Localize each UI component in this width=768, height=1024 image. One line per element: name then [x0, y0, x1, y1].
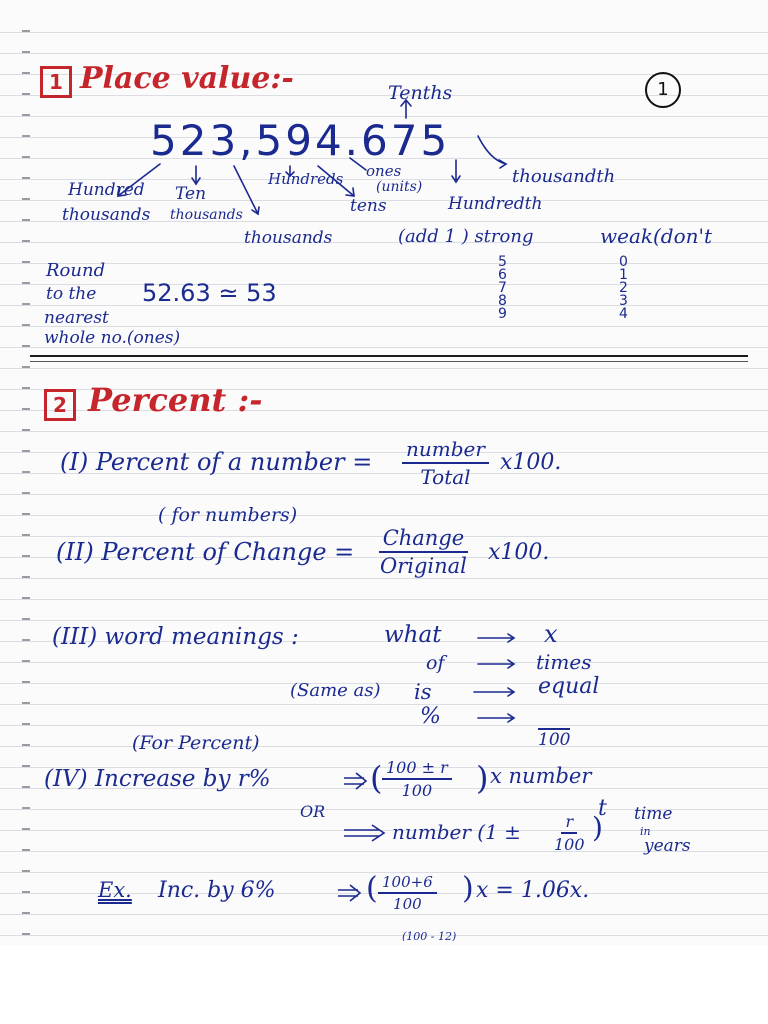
- arrowhead: [452, 176, 460, 182]
- strong-digit: 5: [498, 254, 507, 270]
- item2-label: (II) Percent of Change =: [56, 538, 355, 566]
- cut-off-text: (100 - 12): [402, 931, 457, 941]
- arrow-is: [474, 688, 514, 696]
- or-label: OR: [300, 802, 326, 821]
- alt-fraction: [550, 812, 589, 854]
- same-as-note: (Same as): [290, 680, 381, 701]
- item1-fraction: [402, 437, 489, 489]
- arrowhead: [252, 207, 259, 214]
- round-text-1: Round: [46, 260, 106, 281]
- section1-number: 1: [40, 66, 72, 98]
- fraction-numerator: number: [402, 437, 489, 464]
- alt-close: ): [592, 811, 603, 844]
- weak-digit: 4: [619, 306, 628, 322]
- label-hundred: Hundred: [68, 180, 145, 200]
- item2-fraction: [376, 526, 471, 578]
- label-weak: weak(don't: [600, 224, 713, 248]
- bottom-blank-area: [0, 945, 768, 1024]
- example-paren-right: ): [462, 871, 474, 906]
- weak-digit: 2: [619, 280, 628, 296]
- for-numbers-note: ( for numbers): [158, 504, 298, 526]
- item3-label: (III) word meanings :: [52, 624, 299, 650]
- implies-arrow-2: [344, 825, 384, 841]
- arrowhead: [499, 160, 506, 168]
- section1-title: Place value:-: [80, 61, 294, 96]
- example-paren-left: (: [366, 871, 378, 906]
- fraction-denominator: 100: [393, 895, 422, 913]
- round-text-4: whole no.(ones): [44, 328, 181, 348]
- label-hundredth: Hundredth: [448, 194, 543, 214]
- margin-ticks: [22, 30, 30, 940]
- strong-digit: 7: [498, 280, 507, 296]
- section2-title: Percent :-: [88, 381, 263, 419]
- word-percent: %: [420, 704, 441, 729]
- paren-right: ): [476, 759, 489, 797]
- round-text-3: nearest: [44, 308, 109, 328]
- label-thousandth: thousandth: [512, 166, 616, 187]
- label-tens: tens: [350, 196, 387, 216]
- place-value-number: 523,594.675: [150, 116, 451, 165]
- label-ones: ones: [366, 162, 402, 180]
- meaning-x: x: [544, 620, 558, 648]
- strong-digit: 8: [498, 293, 507, 309]
- paren-left: (: [370, 759, 383, 797]
- arrow-what: [478, 634, 514, 642]
- fraction-numerator: 100+6: [378, 873, 437, 894]
- strong-digit: 9: [498, 306, 507, 322]
- fraction-denominator: 100: [554, 835, 585, 854]
- meaning-hundred: 100: [538, 730, 571, 750]
- arrow-of: [478, 660, 514, 668]
- example-label: Ex.: [98, 878, 132, 902]
- fraction-numerator: r: [561, 812, 577, 834]
- round-text-2: to the: [46, 284, 97, 304]
- arrowhead: [346, 188, 354, 196]
- round-example: 52.63 ≃ 53: [142, 279, 277, 307]
- label-thousands: thousands: [244, 228, 333, 248]
- weak-digit: 1: [619, 267, 628, 283]
- word-what: what: [384, 622, 442, 648]
- item4-tail: x number: [490, 764, 592, 788]
- fraction-denominator: Original: [380, 554, 467, 578]
- label-ten: Ten: [175, 184, 207, 204]
- fraction-numerator: 100 ± r: [382, 758, 452, 780]
- item4-label: (IV) Increase by r%: [44, 766, 271, 792]
- fraction-denominator: 100: [401, 781, 433, 800]
- label-hundred-thousands: thousands: [62, 205, 151, 225]
- meaning-equal: equal: [538, 674, 600, 699]
- item2-tail: x100.: [488, 540, 550, 565]
- section2-number: 2: [44, 389, 76, 421]
- example-tail: x = 1.06x.: [476, 878, 590, 903]
- word-of: of: [426, 652, 445, 674]
- implies-arrow-3: [338, 885, 360, 901]
- exponent-t: t: [598, 796, 607, 821]
- strong-digits: [498, 256, 507, 321]
- item4-fraction: [382, 758, 452, 800]
- example-fraction: [378, 873, 437, 913]
- alt-head: number (1 ±: [392, 820, 521, 844]
- label-time: time: [634, 804, 673, 824]
- arrow-thousandth: [478, 136, 506, 164]
- meaning-times: times: [536, 650, 592, 674]
- strong-digit: 6: [498, 267, 507, 283]
- fraction-denominator: Total: [420, 465, 471, 489]
- section-divider: [30, 355, 748, 357]
- implies-arrow-1: [344, 773, 366, 789]
- label-units: (units): [376, 179, 423, 195]
- word-is: is: [414, 680, 432, 704]
- for-percent-note: (For Percent): [132, 732, 260, 754]
- weak-digit: 3: [619, 293, 628, 309]
- label-ten-thousands: thousands: [170, 207, 243, 223]
- label-years: years: [644, 836, 691, 856]
- example-text: Inc. by 6%: [158, 878, 276, 903]
- page-number: 1: [645, 72, 681, 108]
- item1-label: (I) Percent of a number =: [60, 448, 373, 476]
- fraction-numerator: Change: [379, 526, 469, 553]
- label-hundreds: Hundreds: [268, 170, 344, 188]
- label-in: in: [640, 825, 651, 838]
- arrow-percent: [478, 714, 514, 722]
- label-add-strong: (add 1 ) strong: [398, 226, 534, 247]
- weak-digits: [619, 256, 628, 321]
- item1-tail: x100.: [500, 450, 562, 475]
- label-tenths: Tenths: [388, 82, 453, 104]
- weak-digit: 0: [619, 254, 628, 270]
- section-divider-thin: [30, 361, 748, 362]
